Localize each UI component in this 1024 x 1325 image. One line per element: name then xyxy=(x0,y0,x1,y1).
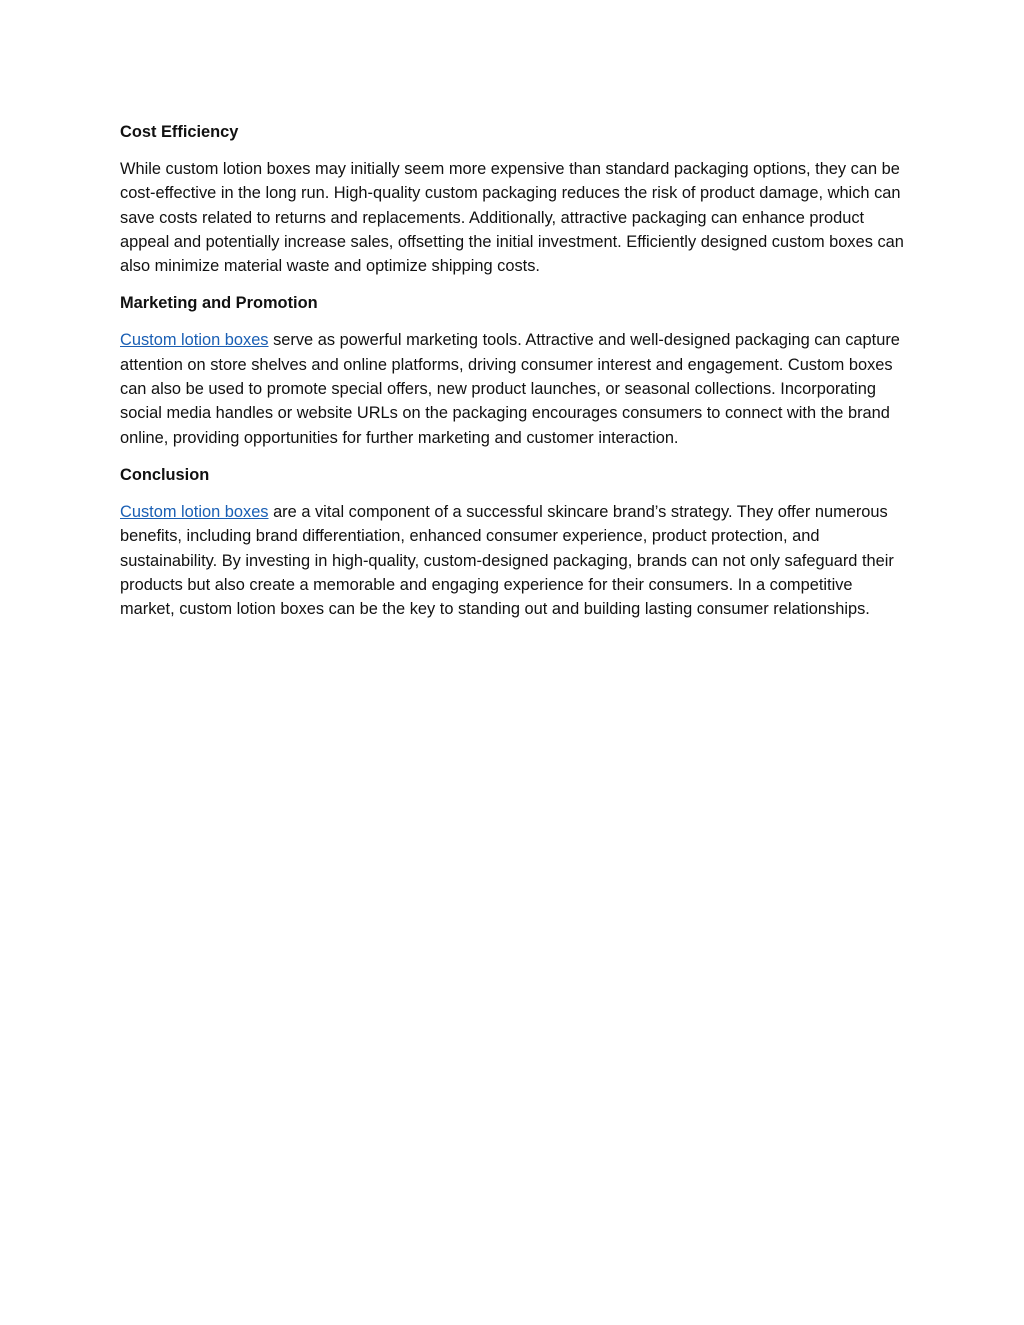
paragraph-marketing xyxy=(120,328,910,449)
section-heading-conclusion: Conclusion xyxy=(120,465,210,484)
paragraph-cost-efficiency: While custom lotion boxes may initially seem more expensive than standard packaging options, they can be cost-effective in the long run. High-quality custom packaging reduces the risk of product damage, which can save costs related to returns and replacements. Additionally, attractive packaging can enhance product appeal and potentially increase sales, offsetting the initial investment. Efficiently designed custom boxes can also minimize material waste and optimize shipping costs. xyxy=(120,160,904,276)
custom-lotion-boxes-link[interactable]: Custom lotion boxes xyxy=(120,502,269,521)
section-heading-marketing: Marketing and Promotion xyxy=(120,294,318,313)
paragraph-conclusion xyxy=(120,500,910,621)
document-body xyxy=(120,120,910,634)
custom-lotion-boxes-link[interactable]: Custom lotion boxes xyxy=(120,331,269,350)
paragraph-marketing-text: serve as powerful marketing tools. Attractive and well-designed packaging can capture attention on store shelves and online platforms, driving consumer interest and engagement. Custom boxes can also be used to promote special offers, new product launches, or seasonal collections. Incorporating social media handles or website URLs on the packaging encourages consumers to connect with the brand online, providing opportunities for further marketing and customer interaction. xyxy=(120,331,900,447)
paragraph-conclusion-text: are a vital component of a successful skincare brand’s strategy. They offer numerous benefits, including brand differentiation, enhanced consumer experience, product protection, and sustainability. By investing in high-quality, custom-designed packaging, brands can not only safeguard their products but also create a memorable and engaging experience for their consumers. In a competitive market, custom lotion boxes can be the key to standing out and building lasting consumer relationships. xyxy=(120,502,894,619)
section-heading-cost-efficiency: Cost Efficiency xyxy=(120,123,239,141)
